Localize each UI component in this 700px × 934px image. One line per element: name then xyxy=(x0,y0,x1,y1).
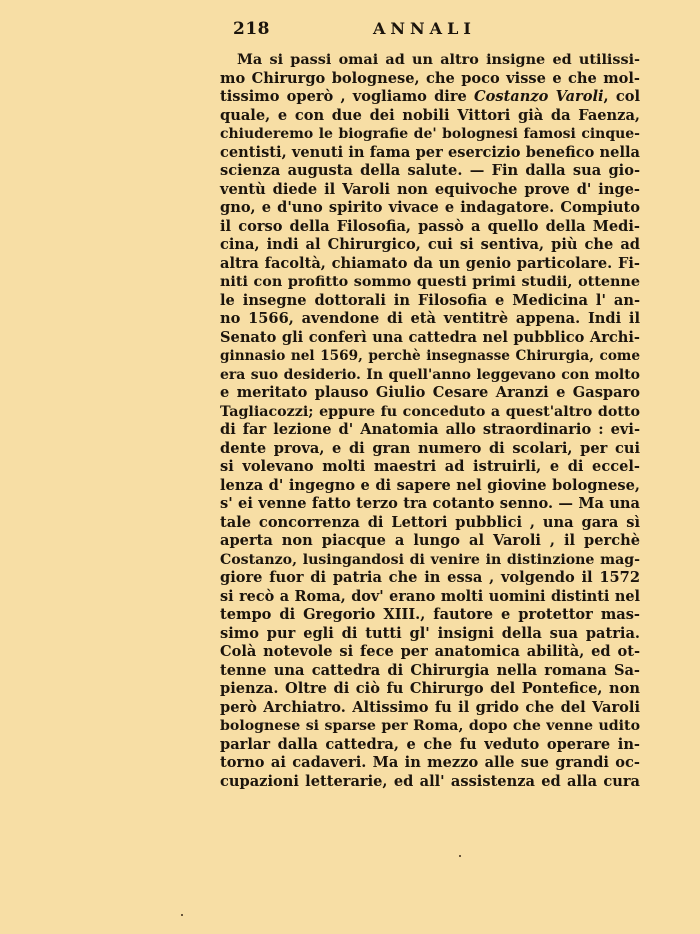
text-line: e meritato plauso Giulio Cesare Aranzi e Gasparo xyxy=(220,384,640,401)
paper-speck xyxy=(459,855,461,857)
text-line: lenza d' ingegno e di sapere nel giovine bolognese, xyxy=(220,476,640,494)
text-line: Senato gli conferì una cattedra nel pubblico Archi- xyxy=(220,328,640,346)
text-line: s' ei venne fatto terzo tra cotanto senno. — Ma una xyxy=(220,495,640,512)
text-line: Costanzo, lusingandosi di venire in distinzione mag- xyxy=(220,551,640,568)
text-line: Colà notevole si fece per anatomica abilità, ed ot- xyxy=(220,643,640,660)
text-line: si volevano molti maestri ad istruirli, e di eccel- xyxy=(220,458,640,475)
page-number: 218 xyxy=(233,19,270,39)
text-line: ventù diede il Varoli non equivoche prove d' inge- xyxy=(220,180,640,198)
text-line: le insegne dottorali in Filosofia e Medicina l' an- xyxy=(220,291,640,309)
body-text xyxy=(220,51,640,791)
text-line: tale concorrenza di Lettori pubblici , una gara sì xyxy=(220,513,640,531)
text-line: bolognese si sparse per Roma, dopo che venne udito xyxy=(220,718,640,734)
text-line: altra facoltà, chiamato da un genio particolare. Fi- xyxy=(220,254,640,272)
text-line: gno, e d'uno spirito vivace e indagatore. Compiuto xyxy=(220,199,640,216)
text-line: cina, indi al Chirurgico, cui si sentiva, più che ad xyxy=(220,236,640,253)
text-line-italic-name: tissimo operò , vogliamo dire Costanzo Varoli, col xyxy=(220,88,640,105)
text-line: Tagliacozzi; eppure fu conceduto a quest'altro dotto xyxy=(220,403,640,420)
text-line: Ma si passi omai ad un altro insigne ed utilissi- xyxy=(237,51,640,68)
text-line: scienza augusta della salute. — Fin dalla sua gio- xyxy=(220,162,640,179)
text-line: dente prova, e di gran numero di scolari, per cui xyxy=(220,439,640,457)
text-line: centisti, venuti in fama per esercizio benefico nella xyxy=(220,143,640,161)
text-line: chiuderemo le biografie de' bolognesi famosi cinque- xyxy=(220,126,640,142)
text-line: tenne una cattedra di Chirurgia nella romana Sa- xyxy=(220,661,640,679)
text-line: giore fuor di patria che in essa , volgendo il 1572 xyxy=(220,569,640,586)
text-line: pienza. Oltre di ciò fu Chirurgo del Pontefice, non xyxy=(220,680,640,697)
text-line: cupazioni letterarie, ed all' assistenza ed alla cura xyxy=(220,772,640,790)
text-line: simo pur egli di tutti gl' insigni della sua patria. xyxy=(220,624,640,642)
text-line: era suo desiderio. In quell'anno leggevano con molto xyxy=(220,366,640,383)
running-head: ANNALI xyxy=(373,19,476,38)
text-line: ginnasio nel 1569, perchè insegnasse Chirurgia, come xyxy=(220,348,640,364)
text-line: quale, e con due dei nobili Vittori già da Faenza, xyxy=(220,106,640,124)
text-line: aperta non piacque a lungo al Varoli , il perchè xyxy=(220,532,640,549)
text-line: di far lezione d' Anatomia allo straordinario : evi- xyxy=(220,421,640,438)
text-line: niti con profitto sommo questi primi studii, ottenne xyxy=(220,274,640,290)
text-line: mo Chirurgo bolognese, che poco visse e che mol- xyxy=(220,69,640,87)
italic-name: Costanzo Varoli xyxy=(474,88,604,105)
paper-speck xyxy=(181,914,183,916)
text-line: torno ai cadaveri. Ma in mezzo alle sue grandi oc- xyxy=(220,754,640,771)
text-line: parlar dalla cattedra, e che fu veduto operare in- xyxy=(220,735,640,753)
text-line: no 1566, avendone di età ventitrè appena. Indi il xyxy=(220,310,640,327)
text-line: si recò a Roma, dov' erano molti uomini distinti nel xyxy=(220,587,640,605)
text-line: tempo di Gregorio XIII., fautore e protettor mas- xyxy=(220,606,640,623)
text-line: il corso della Filosofia, passò a quello della Medi- xyxy=(220,217,640,235)
text-line: però Archiatro. Altissimo fu il grido che del Varoli xyxy=(220,698,640,716)
